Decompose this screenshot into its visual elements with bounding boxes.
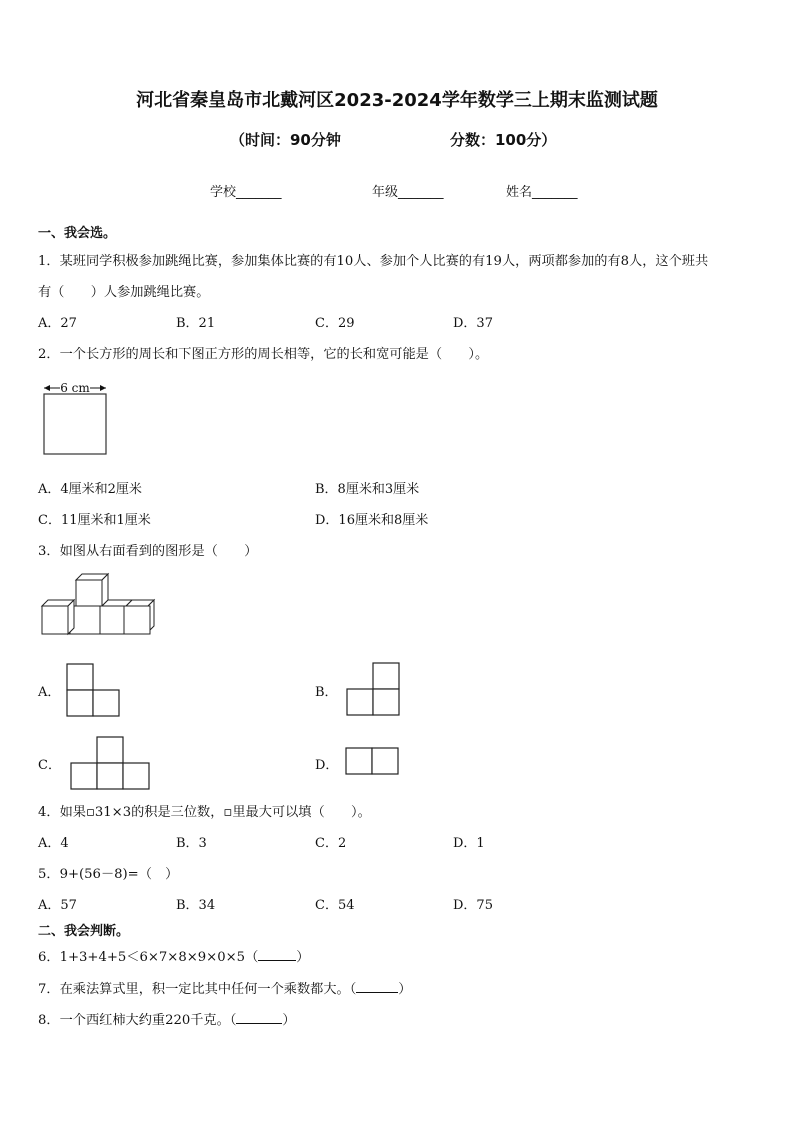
school-field: 学校_______ bbox=[210, 185, 282, 200]
q2-option-d: D．16厘米和8厘米 bbox=[315, 513, 429, 528]
q4-option-c: C．2 bbox=[315, 836, 347, 851]
q1-text-line2: 有（ ）人参加跳绳比赛。 bbox=[38, 285, 210, 300]
q2-option-c: C．11厘米和1厘米 bbox=[38, 513, 151, 528]
q2-text: 2．一个长方形的周长和下图正方形的周长相等，它的长和宽可能是（ ）。 bbox=[38, 347, 489, 362]
q8-stem: 8．一个西红柿大约重220千克。（ bbox=[38, 1013, 237, 1028]
square-side-label: 6 cm bbox=[60, 381, 90, 395]
q7-stem: 7．在乘法算式里，积一定比其中任何一个乘数都大。（ bbox=[38, 982, 357, 997]
q4-option-d: D．1 bbox=[453, 836, 485, 851]
q5-option-c: C．54 bbox=[315, 898, 355, 913]
name-field: 姓名_______ bbox=[506, 185, 578, 200]
q1-option-a: A．27 bbox=[38, 316, 77, 331]
exam-time: （时间：90分钟 bbox=[230, 131, 341, 149]
square-figure bbox=[40, 378, 112, 458]
q3-option-a: A． bbox=[38, 685, 61, 700]
q3-text: 3．如图从右面看到的图形是（ ） bbox=[38, 544, 258, 559]
q7-close: ） bbox=[398, 982, 412, 997]
q6-stem: 6．1+3+4+5＜6×7×8×9×0×5（ bbox=[38, 950, 259, 965]
q4-option-b: B．3 bbox=[176, 836, 207, 851]
q6-text bbox=[38, 946, 309, 965]
section-2-title: 二、我会判断。 bbox=[38, 924, 130, 939]
q5-option-a: A．57 bbox=[38, 898, 77, 913]
q1-option-d: D．37 bbox=[453, 316, 493, 331]
q1-option-c: C．29 bbox=[315, 316, 355, 331]
grade-field: 年级_______ bbox=[372, 185, 444, 200]
cube-stack-figure bbox=[38, 568, 158, 640]
q6-answer-blank[interactable] bbox=[258, 948, 296, 961]
q8-answer-blank[interactable] bbox=[236, 1011, 282, 1024]
q1-option-b: B．21 bbox=[176, 316, 216, 331]
q3-option-c: C． bbox=[38, 758, 61, 773]
q3-option-d: D． bbox=[315, 758, 339, 773]
q2-option-a: A．4厘米和2厘米 bbox=[38, 482, 142, 497]
q2-option-b: B．8厘米和3厘米 bbox=[315, 482, 420, 497]
page-title: 河北省秦皇岛市北戴河区2023-2024学年数学三上期末监测试题 bbox=[136, 90, 658, 111]
q3-option-b-figure bbox=[346, 662, 400, 716]
q5-text: 5．9+(56－8)=（ ） bbox=[38, 867, 179, 882]
q1-text-line1: 1．某班同学积极参加跳绳比赛，参加集体比赛的有10人、参加个人比赛的有19人，两项都参加的有8人，这个班共 bbox=[38, 254, 709, 269]
q8-text bbox=[38, 1009, 296, 1028]
q4-text: 4．如果▫31×3的积是三位数，▫里最大可以填（ ）。 bbox=[38, 805, 371, 820]
q3-option-a-figure bbox=[66, 663, 120, 717]
section-1-title: 一、我会选。 bbox=[38, 226, 117, 241]
exam-score: 分数：100分） bbox=[450, 131, 557, 149]
q7-answer-blank[interactable] bbox=[356, 980, 398, 993]
q5-option-d: D．75 bbox=[453, 898, 493, 913]
q3-option-d-figure bbox=[345, 747, 399, 775]
q3-option-b: B． bbox=[315, 685, 338, 700]
q4-option-a: A．4 bbox=[38, 836, 69, 851]
q6-close: ） bbox=[296, 950, 310, 965]
q3-option-c-figure bbox=[70, 736, 152, 790]
q8-close: ） bbox=[282, 1013, 296, 1028]
q5-option-b: B．34 bbox=[176, 898, 216, 913]
q7-text bbox=[38, 978, 411, 997]
